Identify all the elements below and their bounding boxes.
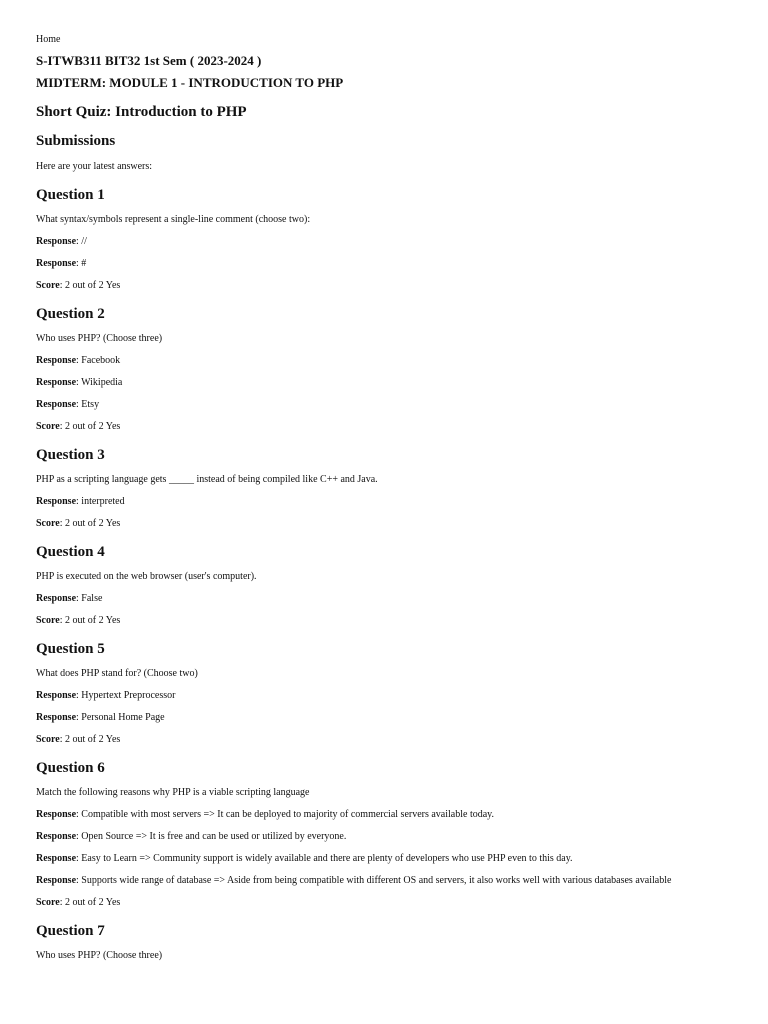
question-block [36,640,732,746]
score-row [36,734,732,746]
response-label: Response [36,236,77,247]
question-title: Question 5 [36,641,105,657]
question-block [36,922,732,962]
response-row [36,690,732,702]
module-title: MIDTERM: MODULE 1 - INTRODUCTION TO PHP [36,75,344,90]
response-value: : Easy to Learn => Community support is widely available and there are plenty of developers who use PHP even to this day. [76,853,573,864]
response-row [36,236,732,248]
question-prompt: Who uses PHP? (Choose three) [36,333,163,344]
response-label: Response [36,399,77,410]
score-label: Score [36,518,60,529]
response-row [36,496,732,508]
question-prompt: PHP is executed on the web browser (user's computer). [36,571,257,582]
score-row [36,897,732,909]
score-label: Score [36,421,60,432]
response-value: : Open Source => It is free and can be used or utilized by everyone. [76,831,347,842]
question-title: Question 2 [36,306,105,322]
response-value: : Etsy [76,399,100,410]
score-label: Score [36,280,60,291]
score-row [36,280,732,292]
response-row [36,875,732,887]
score-row [36,421,732,433]
response-label: Response [36,377,77,388]
question-title: Question 7 [36,923,105,939]
submissions-heading: Submissions [36,133,116,149]
score-value: : 2 out of 2 Yes [59,518,121,529]
course-title: S-ITWB311 BIT32 1st Sem ( 2023-2024 ) [36,53,262,68]
response-label: Response [36,690,77,701]
response-label: Response [36,496,77,507]
question-prompt: What syntax/symbols represent a single-line comment (choose two): [36,214,311,225]
question-prompt: Match the following reasons why PHP is a viable scripting language [36,787,310,798]
score-label: Score [36,897,60,908]
score-row [36,615,732,627]
question-title: Question 1 [36,187,105,203]
response-row [36,853,732,865]
response-label: Response [36,355,77,366]
response-value: : Wikipedia [76,377,123,388]
score-value: : 2 out of 2 Yes [59,421,121,432]
response-row [36,399,732,411]
question-prompt: PHP as a scripting language gets _____ instead of being compiled like C++ and Java. [36,474,378,485]
question-block [36,759,732,909]
score-label: Score [36,615,60,626]
response-row [36,593,732,605]
question-block [36,186,732,292]
response-row [36,809,732,821]
score-label: Score [36,734,60,745]
response-value: : Supports wide range of database => Aside from being compatible with different OS and servers, it also works well with various databases available [76,875,672,886]
question-block [36,543,732,627]
response-value: : Personal Home Page [76,712,165,723]
response-label: Response [36,712,77,723]
question-prompt: What does PHP stand for? (Choose two) [36,668,198,679]
response-label: Response [36,809,77,820]
question-prompt: Who uses PHP? (Choose three) [36,950,163,961]
response-label: Response [36,853,77,864]
score-value: : 2 out of 2 Yes [59,734,121,745]
score-value: : 2 out of 2 Yes [59,280,121,291]
question-block [36,305,732,433]
response-row [36,712,732,724]
quiz-title: Short Quiz: Introduction to PHP [36,104,247,120]
response-value: : Compatible with most servers => It can be deployed to majority of commercial servers available today. [76,809,495,820]
question-block [36,446,732,530]
response-label: Response [36,831,77,842]
breadcrumb-home[interactable]: Home [36,34,61,45]
response-value: : Facebook [76,355,121,366]
score-row [36,518,732,530]
response-label: Response [36,258,77,269]
response-row [36,377,732,389]
response-label: Response [36,875,77,886]
question-title: Question 6 [36,760,105,776]
response-value: : // [76,236,87,247]
response-row [36,355,732,367]
response-value: : Hypertext Preprocessor [76,690,176,701]
score-value: : 2 out of 2 Yes [59,615,121,626]
score-value: : 2 out of 2 Yes [59,897,121,908]
questions-list [36,186,732,962]
response-row [36,831,732,843]
question-title: Question 4 [36,544,105,560]
intro-text: Here are your latest answers: [36,161,153,172]
question-title: Question 3 [36,447,105,463]
response-value: : # [76,258,87,269]
response-value: : interpreted [76,496,125,507]
response-row [36,258,732,270]
response-label: Response [36,593,77,604]
response-value: : False [76,593,103,604]
